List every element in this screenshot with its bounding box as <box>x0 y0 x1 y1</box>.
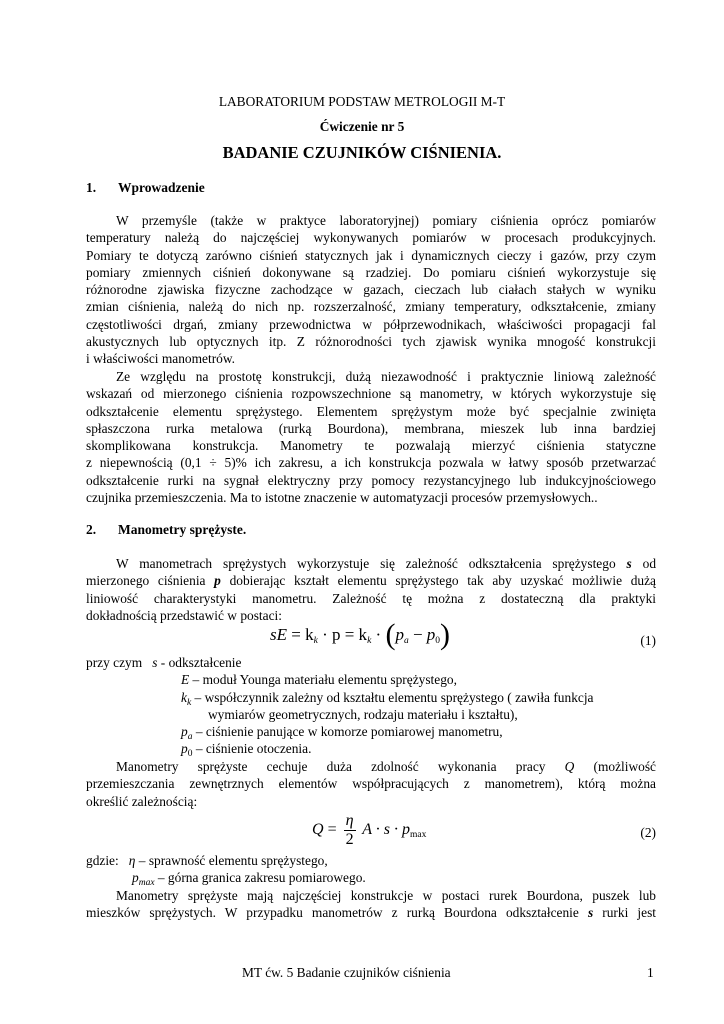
text-line: Manometry sprężyste cechuje duża zdolność wykonania pracy Q (możliwość <box>116 759 656 774</box>
text-line: odkształcenie rurki na sygnał elektryczny przy pomocy rezystancyjnego lub indukcyjnościowego <box>86 472 656 488</box>
section-1-number: 1. <box>86 180 97 195</box>
formula-1-expression: sE = $k_k \cdot p = k_k \cdot (p_a - p_0)$ <box>270 618 451 651</box>
section-2-paragraph-3 <box>86 887 656 922</box>
section-2-title: Manometry sprężyste. <box>118 522 247 537</box>
exercise-number: Ćwiczenie nr 5 <box>319 119 405 134</box>
legend-line-pmax: $p_{max}$ – górna granica zakresu pomiarowego. <box>132 870 366 887</box>
legend-line-pa: $p_a$ – ciśnienie panujące w komorze pomiarowej manometru, <box>181 724 503 741</box>
legend-line-k-continued: wymiarów geometrycznych, rodzaju materiału i kształtu), <box>208 706 518 722</box>
legend-line-k: $k_k$ – współczynnik zależny od kształtu elementu sprężystego ( zawiła funkcja <box>181 689 594 706</box>
text-line: zmian ciśnienia, należą do nich np. rozszerzalność, zmiany temperatury, odkształcenie, zmiany <box>86 299 656 315</box>
text-line: Pomiary te dotyczą zarówno ciśnień statycznych jak i dynamicznych cieczy i gazów, przy czym <box>86 247 656 263</box>
text-line: odkształcenie elementu sprężystego. Elementem sprężystym może być specjalnie zwinięta <box>86 403 656 419</box>
text-line: i właściwości manometrów. <box>86 351 235 367</box>
document-title: BADANIE CZUJNIKÓW CIŚNIENIA. <box>222 143 502 162</box>
text-line: mierzonego ciśnienia p dobierając kształt elementu sprężystego tak aby uzyskać możliwie dużą <box>86 573 656 589</box>
section-1-title: Wprowadzenie <box>118 180 205 195</box>
text-line: częstotliwości drgań, zmiany przewodnictwa w półprzewodnikach, właściwości propagacji fal <box>86 316 656 332</box>
text-line: akustycznych lub optycznych itp. Z różnorodności tych zjawisk wynika mnogość konstrukcji <box>86 334 656 350</box>
legend-line-eta: gdzie: η – sprawność elementu sprężystego, <box>86 853 328 868</box>
paren-open: ( <box>385 618 396 651</box>
text-line: Ze względu na prostotę konstrukcji, dużą niezawodność i praktycznie liniową zależność <box>116 369 656 384</box>
section-2-heading <box>86 521 246 538</box>
text-line: spłaszczona rurka metalowa (rurką Bourdona), membrana, mieszek lub inna bardziej <box>86 420 656 436</box>
page-number: 1 <box>647 965 654 980</box>
text-line: dokładnością przedstawić w postaci: <box>86 607 282 623</box>
text-line: Manometry sprężyste mają najczęściej konstrukcje w postaci rurek Bourdona, puszek lub <box>116 888 656 903</box>
formula-1 <box>86 618 656 654</box>
legend-line-p0: $p_0$ – ciśnienie otoczenia. <box>181 741 312 758</box>
formula-1-number: (1) <box>640 633 656 648</box>
text-line: liniowość charakterystyki manometru. Zależność tę można z dostateczną dla praktyki <box>86 590 656 606</box>
text-line: wskazań od mierzonego ciśnienia rozpowszechnione są manometry, w których wykorzystuje się <box>86 386 656 402</box>
section-2-number: 2. <box>86 522 97 537</box>
legend-line-s: przy czym s - odkształcenie <box>86 655 242 670</box>
text-line: mieszków sprężystych. W przypadku manometrów z rurką Bourdona odkształcenie s rurki jest <box>86 905 656 921</box>
text-line: z niepewnością (0,1 ÷ 5)% ich zakresu, a ich konstrukcja pozwala w łatwy sposób przetwarzać <box>86 455 656 471</box>
formula-2-expression: Q = $\frac{\eta}{2}$ $A \cdot s \cdot p_{max}$ <box>312 812 427 848</box>
section-1-paragraph-2 <box>86 368 656 506</box>
text-line: temperatury należą do najczęściej wykonywanych pomiarów w procesach produkcyjnych. <box>86 230 656 246</box>
formula-2-number: (2) <box>640 825 656 840</box>
fraction: $\frac{\eta}{2}$ <box>345 812 354 848</box>
formula-1-legend <box>86 654 656 758</box>
text-line: przemieszczania zewnętrznych elementów współpracujących z manometrem), którą można <box>86 776 656 792</box>
formula-2-legend <box>86 852 656 887</box>
section-2-paragraph-2 <box>86 758 656 810</box>
symbol-p: p <box>214 573 221 589</box>
text-line: określić zależnością: <box>86 793 198 809</box>
text-line: różnorodne zjawiska fizyczne zachodzące w gazach, cieczach lub ciałach stałych w wyniku <box>86 282 656 298</box>
text-line: pomiary zmiennych ciśnień dokonywane są rzadziej. Do pomiaru ciśnień wykorzystuje się <box>86 264 656 280</box>
text-line: skomplikowana konstrukcja. Manometry te pozwalają mierzyć ciśnienia statyczne <box>86 438 656 454</box>
text-line: W przemyśle (także w praktyce laboratoryjnej) pomiary ciśnienia oprócz pomiarów <box>116 213 656 228</box>
legend-line-e: E – moduł Younga materiału elementu sprężystego, <box>181 672 457 688</box>
section-1-heading <box>86 179 205 196</box>
lab-title: LABORATORIUM PODSTAW METROLOGII M-T <box>218 94 506 109</box>
text-line: czujnika przemieszczenia. Ma to istotne znaczenie w automatyzacji procesów przemysłowych.. <box>86 490 598 506</box>
symbol-s: s <box>626 556 632 571</box>
formula-2 <box>86 812 656 852</box>
paren-close: ) <box>440 618 451 651</box>
footer-text: MT ćw. 5 Badanie czujników ciśnienia <box>242 965 451 980</box>
section-2-paragraph-1 <box>86 555 656 624</box>
text-line: W manometrach sprężystych wykorzystuje się zależność odkształcenia sprężystego s od <box>116 556 656 571</box>
section-1-paragraph-1 <box>86 212 656 368</box>
